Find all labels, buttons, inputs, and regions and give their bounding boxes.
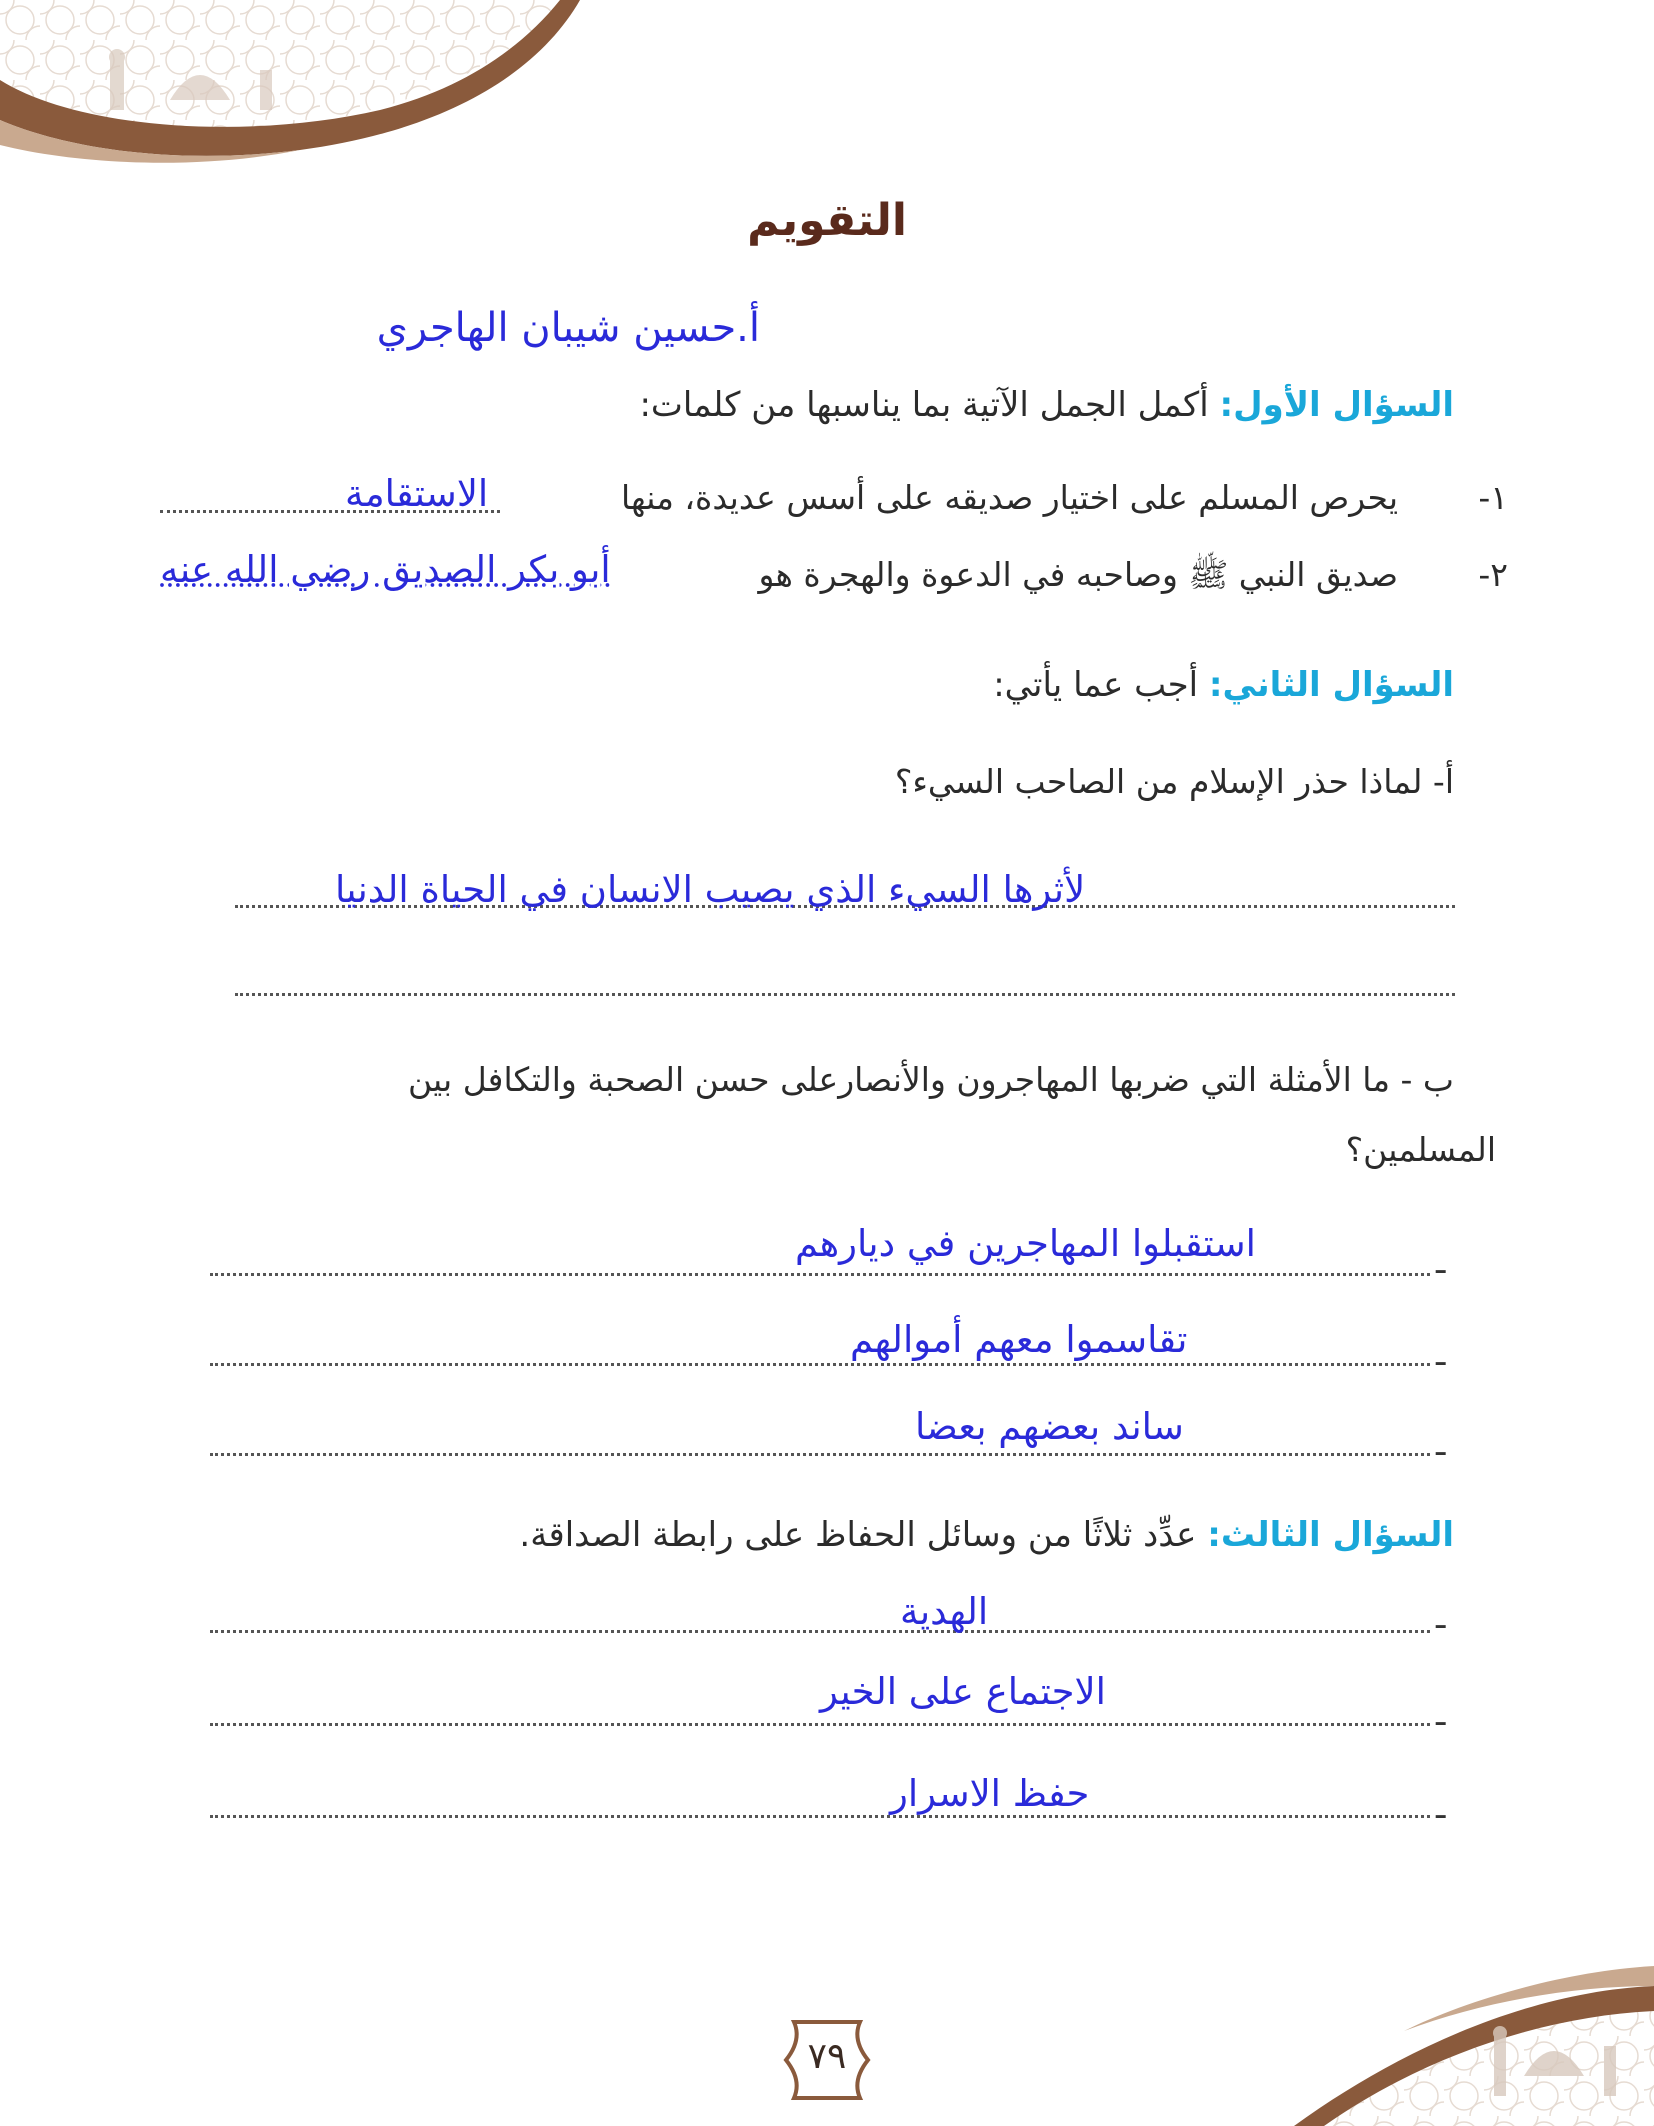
q1-item-2-text: صديق النبي ﷺ وصاحبه في الدعوة والهجرة هو bbox=[758, 555, 1398, 594]
q3-answer-2: الاجتماع على الخير bbox=[820, 1670, 1106, 1713]
q2-b-answer-line-1 bbox=[210, 1273, 1430, 1276]
page-number: ٧٩ bbox=[807, 2036, 847, 2077]
q2-a-answer-line-2 bbox=[235, 993, 1455, 996]
q3-answer-1: الهدية bbox=[900, 1590, 989, 1633]
q3-dash-3: ـ bbox=[1436, 1788, 1446, 1826]
q2-a-answer: لأثرها السيء الذي يصيب الانسان في الحياة الدنيا bbox=[335, 868, 1086, 911]
top-left-ornament bbox=[0, 0, 600, 170]
question-3-label: السؤال الثالث: bbox=[1207, 1515, 1454, 1555]
q2-b-answer-2: تقاسموا معهم أموالهم bbox=[850, 1318, 1188, 1361]
q3-answer-3: حفظ الاسرار bbox=[890, 1772, 1090, 1815]
q1-item-2-answer: أبو بكر الصديق رضي الله عنه bbox=[160, 548, 611, 591]
q2-b-dash-1: ـ bbox=[1436, 1243, 1446, 1281]
q3-dash-2: ـ bbox=[1436, 1695, 1446, 1733]
q3-answer-line-1 bbox=[210, 1630, 1430, 1633]
question-3-text: عدِّد ثلاثًا من وسائل الحفاظ على رابطة الصداقة. bbox=[519, 1515, 1208, 1555]
q3-dash-1: ـ bbox=[1436, 1598, 1446, 1636]
q1-item-1-number: ١- bbox=[1478, 478, 1508, 517]
q3-answer-line-2 bbox=[210, 1723, 1430, 1726]
page-title: التقويم bbox=[747, 195, 907, 246]
question-1-heading bbox=[639, 385, 1454, 425]
q3-answer-line-3 bbox=[210, 1815, 1430, 1818]
q2-b-dash-3: ـ bbox=[1436, 1425, 1446, 1463]
author-name: أ.حسين شيبان الهاجري bbox=[376, 305, 760, 351]
bottom-right-ornament bbox=[1204, 1956, 1654, 2126]
question-1-label: السؤال الأول: bbox=[1219, 385, 1454, 425]
q1-item-1-answer: الاستقامة bbox=[345, 472, 489, 515]
q2-b-answer-3: ساند بعضهم بعضا bbox=[915, 1405, 1184, 1448]
q2-b-answer-1: استقبلوا المهاجرين في ديارهم bbox=[795, 1222, 1256, 1265]
q2-b-question-line-2: المسلمين؟ bbox=[1345, 1130, 1496, 1169]
q2-b-question-line-1: ب - ما الأمثلة التي ضربها المهاجرون والأنصارعلى حسن الصحبة والتكافل بين bbox=[407, 1060, 1454, 1099]
question-1-text: أكمل الجمل الآتية بما يناسبها من كلمات: bbox=[639, 385, 1220, 425]
q2-b-dash-2: ـ bbox=[1436, 1335, 1446, 1373]
q2-a-question: أ- لماذا حذر الإسلام من الصاحب السيء؟ bbox=[894, 762, 1454, 801]
q2-b-answer-line-3 bbox=[210, 1453, 1430, 1456]
question-2-label: السؤال الثاني: bbox=[1208, 665, 1454, 705]
question-2-heading bbox=[993, 665, 1454, 705]
q1-item-1-text: يحرص المسلم على اختيار صديقه على أسس عديدة، منها bbox=[620, 478, 1398, 517]
q1-item-2-number: ٢- bbox=[1478, 555, 1508, 594]
question-2-text: أجب عما يأتي: bbox=[993, 665, 1209, 705]
q2-b-answer-line-2 bbox=[210, 1363, 1430, 1366]
question-3-heading bbox=[519, 1515, 1454, 1555]
